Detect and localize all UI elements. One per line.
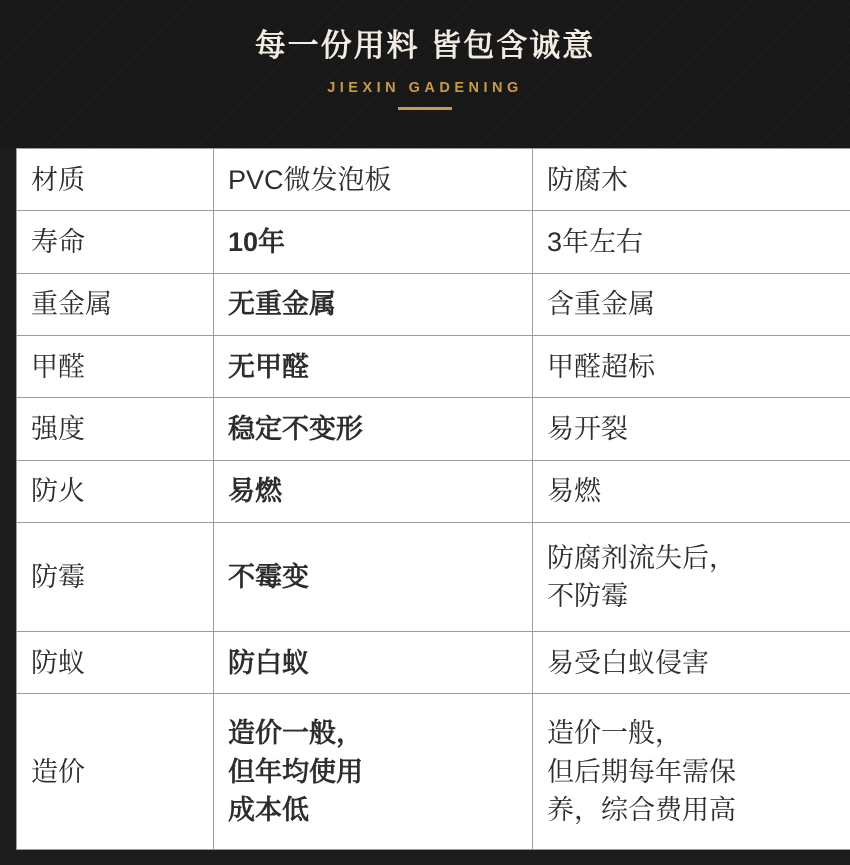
row-label-cell: 防火 — [17, 460, 214, 522]
wood-value-cell: 3年左右 — [533, 211, 850, 273]
table-row — [17, 632, 850, 694]
header-banner — [0, 0, 850, 148]
pvc-value-cell: 易燃 — [214, 460, 533, 522]
pvc-value-cell: 无重金属 — [214, 273, 533, 335]
pvc-value-cell: 10年 — [214, 211, 533, 273]
table-row — [17, 398, 850, 460]
table-row — [17, 694, 850, 850]
table-row — [17, 211, 850, 273]
row-label-cell: 强度 — [17, 398, 214, 460]
wood-value-cell: 甲醛超标 — [533, 336, 850, 398]
header-divider — [398, 107, 452, 110]
row-label-cell: 重金属 — [17, 273, 214, 335]
table-row — [17, 460, 850, 522]
table-row — [17, 523, 850, 632]
wood-value-cell: 易受白蚁侵害 — [533, 632, 850, 694]
wood-value-cell: 易开裂 — [533, 398, 850, 460]
table-row — [17, 273, 850, 335]
row-label-cell: 防霉 — [17, 523, 214, 632]
row-label-cell: 造价 — [17, 694, 214, 850]
header-title: 每一份用料 皆包含诚意 — [254, 28, 596, 63]
table-row — [17, 149, 850, 211]
table-row — [17, 336, 850, 398]
wood-value-cell: 易燃 — [533, 460, 850, 522]
header-subtitle: JIEXIN GADENING — [327, 80, 523, 97]
pvc-value-cell: 无甲醛 — [214, 336, 533, 398]
row-label-cell: 甲醛 — [17, 336, 214, 398]
wood-value-cell: 防腐剂流失后， 不防霉 — [533, 523, 850, 632]
pvc-value-cell: 不霉变 — [214, 523, 533, 632]
row-label-cell: 防蚁 — [17, 632, 214, 694]
pvc-value-cell: 稳定不变形 — [214, 398, 533, 460]
wood-value-cell: 防腐木 — [533, 149, 850, 211]
wood-value-cell: 含重金属 — [533, 273, 850, 335]
wood-value-cell: 造价一般， 但后期每年需保 养，综合费用高 — [533, 694, 850, 850]
pvc-value-cell: 造价一般， 但年均使用 成本低 — [214, 694, 533, 850]
pvc-value-cell: 防白蚁 — [214, 632, 533, 694]
row-label-cell: 寿命 — [17, 211, 214, 273]
table-body — [17, 149, 850, 850]
pvc-value-cell: PVC微发泡板 — [214, 149, 533, 211]
row-label-cell: 材质 — [17, 149, 214, 211]
comparison-table-container — [16, 148, 834, 850]
comparison-table — [16, 148, 850, 850]
